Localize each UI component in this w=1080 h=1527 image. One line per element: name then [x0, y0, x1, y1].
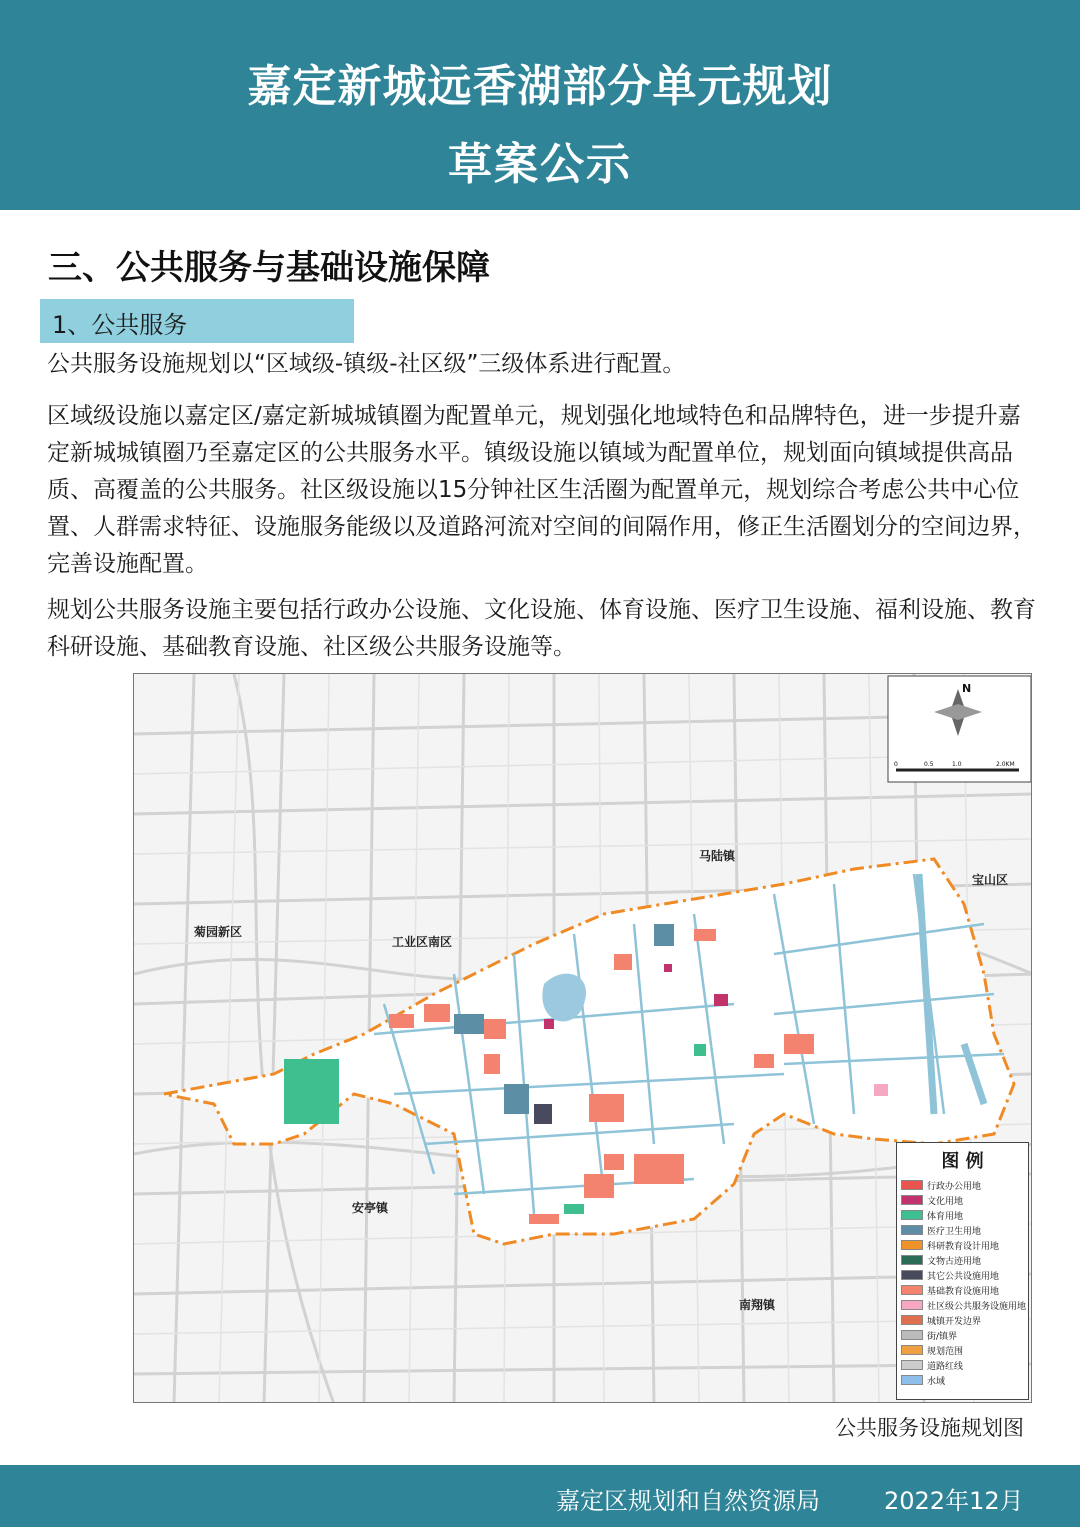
- label-anting: 安亭镇: [352, 1201, 389, 1215]
- legend-label: 社区级公共服务设施用地: [927, 1302, 1027, 1312]
- legend-label: 规划范围: [927, 1347, 964, 1357]
- section-heading: 三、公共服务与基础设施保障: [48, 248, 490, 288]
- legend-label: 城镇开发边界: [927, 1317, 982, 1327]
- legend-item: [897, 1342, 1028, 1357]
- legend-label: 科研教育设计用地: [927, 1242, 1000, 1252]
- scale-05: 0.5: [924, 761, 934, 768]
- label-gongye: 工业区南区: [392, 935, 453, 949]
- paragraph-2: 区域级设施以嘉定区/嘉定新城城镇圈为配置单元，规划强化地域特色和品牌特色，进一步提升嘉定新城城镇圈乃至嘉定区的公共服务水平。镇级设施以镇域为配置单位，规划面向镇域提供高品质、高覆盖的公共服务。社区级设施以15分钟社区生活圈为配置单元，规划综合考虑公共中心位置、人群需求特征、设施服务能级以及道路河流对空间的间隔作用，修正生活圈划分的空间边界，完善设施配置。: [47, 403, 1036, 577]
- map-legend: [896, 1142, 1029, 1400]
- legend-item: [897, 1282, 1028, 1297]
- legend-label: 体育用地: [927, 1212, 964, 1222]
- legend-item: [897, 1312, 1028, 1327]
- legend-item: [897, 1357, 1028, 1372]
- legend-swatch: [901, 1180, 923, 1190]
- legend-item: [897, 1252, 1028, 1267]
- doc-title: 嘉定新城远香湖部分单元规划: [247, 61, 833, 112]
- scale-1: 1.0: [952, 761, 962, 768]
- legend-item: [897, 1297, 1028, 1312]
- planning-map: [133, 673, 1032, 1403]
- footer-org: 嘉定区规划和自然资源局: [556, 1487, 820, 1515]
- legend-swatch: [901, 1240, 923, 1250]
- scale-2: 2.0KM: [996, 761, 1015, 768]
- legend-item: [897, 1267, 1028, 1282]
- legend-swatch: [901, 1255, 923, 1265]
- legend-item: [897, 1207, 1028, 1222]
- legend-swatch: [901, 1330, 923, 1340]
- scale-0: 0: [894, 761, 898, 768]
- legend-label: 行政办公用地: [927, 1182, 982, 1192]
- paragraph-3: 规划公共服务设施主要包括行政办公设施、文化设施、体育设施、医疗卫生设施、福利设施、教育科研设施、基础教育设施、社区级公共服务设施等。: [47, 597, 1036, 660]
- legend-label: 水域: [927, 1377, 946, 1387]
- footer-date: 2022年12月: [884, 1487, 1024, 1515]
- legend-label: 街/镇界: [927, 1332, 958, 1342]
- label-baoshan: 宝山区: [972, 873, 1009, 887]
- legend-swatch: [901, 1345, 923, 1355]
- doc-subtitle: 草案公示: [448, 139, 632, 190]
- legend-label: 文物古迹用地: [927, 1257, 982, 1267]
- legend-label: 其它公共设施用地: [927, 1272, 1000, 1282]
- legend-swatch: [901, 1375, 923, 1385]
- legend-item: [897, 1327, 1028, 1342]
- paragraph-1: 公共服务设施规划以“区域级-镇级-社区级”三级体系进行配置。: [47, 351, 686, 377]
- legend-label: 基础教育设施用地: [927, 1287, 1000, 1297]
- legend-item: [897, 1237, 1028, 1252]
- legend-item: [897, 1192, 1028, 1207]
- compass-box: [888, 676, 1031, 782]
- legend-item: [897, 1177, 1028, 1192]
- legend-swatch: [901, 1210, 923, 1220]
- legend-item: [897, 1372, 1028, 1387]
- header-banner: [0, 0, 1080, 210]
- legend-label: 医疗卫生用地: [927, 1227, 982, 1237]
- legend-title: 图 例: [941, 1151, 984, 1172]
- footer-bar: [0, 1465, 1080, 1527]
- legend-swatch: [901, 1360, 923, 1370]
- legend-swatch: [901, 1315, 923, 1325]
- legend-label: 文化用地: [927, 1197, 964, 1207]
- north-label: N: [962, 682, 972, 695]
- legend-item: [897, 1222, 1028, 1237]
- label-juyuan: 菊园新区: [194, 925, 243, 939]
- legend-swatch: [901, 1195, 923, 1205]
- subsection-bar: [40, 299, 354, 343]
- legend-label: 道路红线: [927, 1362, 964, 1372]
- label-malu: 马陆镇: [699, 849, 736, 863]
- label-nanxiang: 南翔镇: [739, 1298, 776, 1312]
- legend-swatch: [901, 1285, 923, 1295]
- legend-swatch: [901, 1225, 923, 1235]
- legend-swatch: [901, 1300, 923, 1310]
- subsection-heading: 1、公共服务: [52, 311, 188, 339]
- legend-swatch: [901, 1270, 923, 1280]
- map-caption: 公共服务设施规划图: [835, 1416, 1024, 1440]
